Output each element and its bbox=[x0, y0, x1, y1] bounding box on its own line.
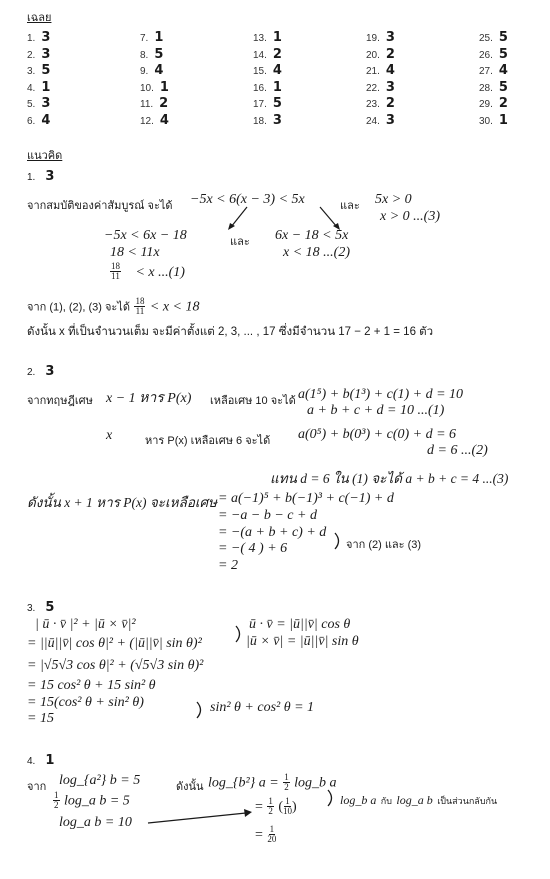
answer-key-question: 29. bbox=[479, 99, 493, 110]
answer-key-answer: 4 bbox=[41, 112, 51, 128]
answer-key-answer: 2 bbox=[385, 96, 395, 111]
answer-key-item bbox=[366, 94, 395, 112]
q4-from: จาก bbox=[27, 781, 47, 793]
q2-note: จาก (2) และ (3) bbox=[346, 539, 422, 551]
answer-key-answer: 3 bbox=[385, 112, 395, 128]
answer-key-answer: 4 bbox=[159, 112, 169, 128]
q1-positive-cond-2: x > 0 ...(3) bbox=[380, 209, 440, 224]
q1-left-step3: $\frac{18}{11}$ < x ...(1) bbox=[111, 261, 185, 281]
answer-key-item bbox=[253, 28, 282, 46]
answer-key-item bbox=[253, 78, 282, 96]
answer-key-answer: 3 bbox=[385, 30, 395, 45]
answer-key-question: 4. bbox=[27, 82, 36, 94]
answer-key-question: 1. bbox=[27, 33, 36, 44]
q1-left-step2: 18 < 11x bbox=[110, 245, 160, 260]
q2-line4: d = 6 ...(2) bbox=[427, 443, 488, 458]
q1-conclusion-1: จาก (1), (2), (3) จะได้ $\frac{18}{11}$ < x < 18 bbox=[27, 296, 200, 316]
q3-number: 3. bbox=[27, 603, 36, 614]
q3-note3: sin² θ + cos² θ = 1 bbox=[210, 700, 315, 715]
answer-key-item bbox=[366, 45, 395, 63]
answer-key-question: 28. bbox=[479, 82, 493, 94]
q1-frac: $\frac{18}{11}$ bbox=[111, 261, 120, 281]
answer-key-item bbox=[140, 45, 163, 63]
q2-line1-d: a(1⁵) + b(1³) + c(1) + d = 10 bbox=[298, 387, 464, 402]
answer-key-answer: 1 bbox=[498, 112, 508, 128]
answer-key-item bbox=[27, 61, 50, 79]
answer-key-item bbox=[366, 28, 395, 46]
q4-left-1: log_{a²} b = 5 bbox=[59, 773, 141, 788]
answer-key-question: 15. bbox=[253, 66, 267, 77]
solutions-heading: แนวคิด bbox=[27, 150, 63, 162]
q4-thus: ดังนั้น bbox=[176, 781, 204, 793]
q4-header bbox=[27, 751, 54, 769]
answer-key-question: 10. bbox=[140, 82, 154, 94]
answer-key-answer: 3 bbox=[272, 112, 282, 128]
answer-key-item bbox=[479, 94, 508, 112]
answer-key-question: 27. bbox=[479, 66, 493, 77]
answer-key-question: 19. bbox=[366, 33, 380, 44]
q1-header bbox=[27, 167, 54, 185]
q2-line10: = 2 bbox=[218, 558, 238, 573]
answer-key-question: 21. bbox=[366, 66, 380, 77]
answer-key-answer: 2 bbox=[159, 96, 169, 111]
q2-line2: a + b + c + d = 10 ...(1) bbox=[307, 403, 445, 418]
q1-and: และ bbox=[340, 200, 360, 212]
q2-line7: = −a − b − c + d bbox=[218, 508, 317, 523]
answer-key-item bbox=[479, 28, 508, 46]
answer-key-answer: 5 bbox=[498, 79, 508, 95]
answer-key-item bbox=[253, 94, 282, 112]
answer-key-item bbox=[366, 111, 395, 129]
q2-line9: = −( 4 ) + 6 bbox=[218, 541, 288, 556]
answer-key-question: 17. bbox=[253, 99, 267, 110]
q4-note: log_b a กับ log_a b เป็นส่วนกลับกัน bbox=[340, 793, 498, 807]
q3-note2: |ū × v̄| = |ū||v̄| sin θ bbox=[246, 634, 359, 649]
q2-header bbox=[27, 362, 54, 380]
answer-key-question: 26. bbox=[479, 49, 493, 61]
q4-answer: 1 bbox=[45, 753, 55, 768]
answer-key-answer: 3 bbox=[41, 96, 51, 111]
answer-key-answer: 1 bbox=[272, 30, 282, 45]
answer-key-question: 14. bbox=[253, 49, 267, 61]
q3-line3: = |√5√3 cos θ|² + (√5√3 sin θ)² bbox=[27, 658, 204, 673]
answer-key-answer: 1 bbox=[41, 79, 51, 95]
answer-key-item bbox=[479, 78, 508, 96]
answer-key-item bbox=[27, 111, 50, 129]
answer-key-item bbox=[27, 28, 50, 46]
q4-brace bbox=[326, 788, 338, 808]
q3-note1: ū · v̄ = |ū||v̄| cos θ bbox=[249, 617, 351, 632]
answer-key-item bbox=[140, 94, 168, 112]
answer-key-item bbox=[140, 78, 169, 96]
answer-key-item bbox=[366, 78, 395, 96]
q3-line2: = ||ū||v̄| cos θ|² + (|ū||v̄| sin θ)² bbox=[27, 636, 202, 651]
answer-key-question: 5. bbox=[27, 99, 36, 110]
answer-key-item bbox=[27, 78, 50, 96]
q3-header bbox=[27, 598, 54, 616]
q4-arrow bbox=[146, 808, 256, 828]
answer-key-answer: 4 bbox=[385, 63, 395, 78]
answer-key-answer: 3 bbox=[41, 46, 51, 62]
q2-line6-a: ดังนั้น x + 1 หาร P(x) จะเหลือเศษ bbox=[27, 495, 218, 510]
q2-line3-c: a(0⁵) + b(0³) + c(0) + d = 6 bbox=[298, 427, 457, 442]
q3-brace-1 bbox=[234, 624, 246, 644]
q4-right-2: = $\frac{1}{2}$ ( $\frac{1}{10}$ ) bbox=[255, 796, 297, 816]
answer-key-question: 20. bbox=[366, 49, 380, 61]
answer-key-item bbox=[140, 28, 163, 46]
answer-key-question: 8. bbox=[140, 49, 149, 61]
answer-key-answer: 3 bbox=[41, 30, 51, 45]
q3-brace-2 bbox=[195, 700, 207, 720]
answer-key-question: 24. bbox=[366, 115, 380, 127]
answer-key-item bbox=[253, 111, 282, 129]
answer-key-heading: เฉลย bbox=[27, 12, 52, 24]
answer-key-item bbox=[479, 111, 508, 129]
answer-key-question: 2. bbox=[27, 49, 36, 61]
answer-key-item bbox=[140, 61, 163, 79]
answer-key-answer: 4 bbox=[272, 63, 282, 78]
answer-key-item bbox=[253, 61, 282, 79]
answer-key-item bbox=[366, 61, 395, 79]
answer-key-question: 9. bbox=[140, 66, 149, 77]
answer-key-answer: 5 bbox=[41, 63, 51, 78]
q4-right-3: = $\frac{1}{20}$ bbox=[255, 824, 277, 844]
q2-line3-b: หาร P(x) เหลือเศษ 6 จะได้ bbox=[145, 435, 271, 447]
answer-key-answer: 1 bbox=[159, 79, 169, 95]
answer-key-question: 30. bbox=[479, 115, 493, 127]
answer-key-answer: 1 bbox=[154, 30, 164, 45]
answer-key-item bbox=[479, 61, 508, 79]
q4-right-1: log_{b²} a = $\frac{1}{2}$ log_b a bbox=[208, 772, 337, 792]
q1-left-step1: −5x < 6x − 18 bbox=[104, 228, 187, 243]
q2-line5: แทน d = 6 ใน (1) จะได้ a + b + c = 4 ...(3) bbox=[270, 471, 509, 486]
answer-key-question: 22. bbox=[366, 82, 380, 94]
answer-key-question: 16. bbox=[253, 82, 267, 94]
answer-key-question: 11. bbox=[140, 99, 154, 110]
q2-answer: 3 bbox=[45, 364, 55, 379]
answer-key-question: 7. bbox=[140, 33, 149, 44]
answer-key-item bbox=[27, 45, 50, 63]
q2-brace bbox=[333, 531, 345, 551]
q3-line4: = 15 cos² θ + 15 sin² θ bbox=[27, 678, 156, 693]
q1-positive-cond: 5x > 0 bbox=[375, 192, 412, 207]
q2-line1-c: เหลือเศษ 10 จะได้ bbox=[210, 395, 296, 407]
q2-line1-a: จากทฤษฎีเศษ bbox=[27, 395, 93, 407]
answer-key-answer: 2 bbox=[498, 96, 508, 111]
q1-answer: 3 bbox=[45, 169, 55, 184]
answer-key-answer: 2 bbox=[385, 46, 395, 62]
answer-key-item bbox=[479, 45, 508, 63]
q1-intro: จากสมบัติของค่าสัมบูรณ์ จะได้ bbox=[27, 200, 173, 212]
q3-line5: = 15(cos² θ + sin² θ) bbox=[27, 695, 144, 710]
answer-key-question: 18. bbox=[253, 115, 267, 127]
answer-key-item bbox=[140, 111, 169, 129]
q2-line3-a: x bbox=[106, 428, 113, 443]
q2-line8: = −(a + b + c) + d bbox=[218, 525, 327, 540]
answer-key-item bbox=[27, 94, 50, 112]
answer-key-answer: 4 bbox=[154, 63, 164, 78]
q1-right-step1: 6x − 18 < 5x bbox=[275, 228, 349, 243]
q1-and-2: และ bbox=[230, 236, 250, 248]
answer-key-answer: 2 bbox=[272, 46, 282, 62]
q4-number: 4. bbox=[27, 756, 36, 767]
answer-key-answer: 5 bbox=[498, 46, 508, 62]
answer-key-answer: 5 bbox=[498, 30, 508, 45]
answer-key-question: 13. bbox=[253, 33, 267, 44]
answer-key-answer: 3 bbox=[385, 79, 395, 95]
answer-key-item bbox=[253, 45, 282, 63]
q4-left-2: $\frac{1}{2}$ log_a b = 5 bbox=[54, 790, 130, 810]
q1-conclusion-2: ดังนั้น x ที่เป็นจำนวนเต็ม จะมีค่าตั้งแต่ 2, 3, ... , 17 ซึ่งมีจำนวน 17 − 2 + 1 = 16 ตัว bbox=[27, 326, 434, 338]
answer-key-question: 25. bbox=[479, 33, 493, 44]
answer-key-answer: 4 bbox=[498, 63, 508, 78]
answer-key-question: 23. bbox=[366, 99, 380, 110]
q3-line6: = 15 bbox=[27, 711, 54, 726]
q2-number: 2. bbox=[27, 367, 36, 378]
q3-line1: | ū · v̄ |² + |ū × v̄|² bbox=[35, 617, 136, 632]
q1-right-step2: x < 18 ...(2) bbox=[283, 245, 350, 260]
q2-line1-b: x − 1 หาร P(x) bbox=[106, 391, 192, 406]
q3-answer: 5 bbox=[45, 600, 55, 615]
answer-key-question: 6. bbox=[27, 115, 36, 127]
answer-key-answer: 1 bbox=[272, 79, 282, 95]
answer-key-question: 12. bbox=[140, 115, 154, 127]
q4-left-3: log_a b = 10 bbox=[59, 815, 132, 830]
q2-line6-b: = a(−1)⁵ + b(−1)³ + c(−1) + d bbox=[218, 491, 394, 506]
q1-main-inequality: −5x < 6(x − 3) < 5x bbox=[190, 192, 305, 207]
answer-key-answer: 5 bbox=[154, 46, 164, 62]
answer-key-answer: 5 bbox=[272, 96, 282, 111]
answer-key-question: 3. bbox=[27, 66, 36, 77]
q1-number: 1. bbox=[27, 172, 36, 183]
